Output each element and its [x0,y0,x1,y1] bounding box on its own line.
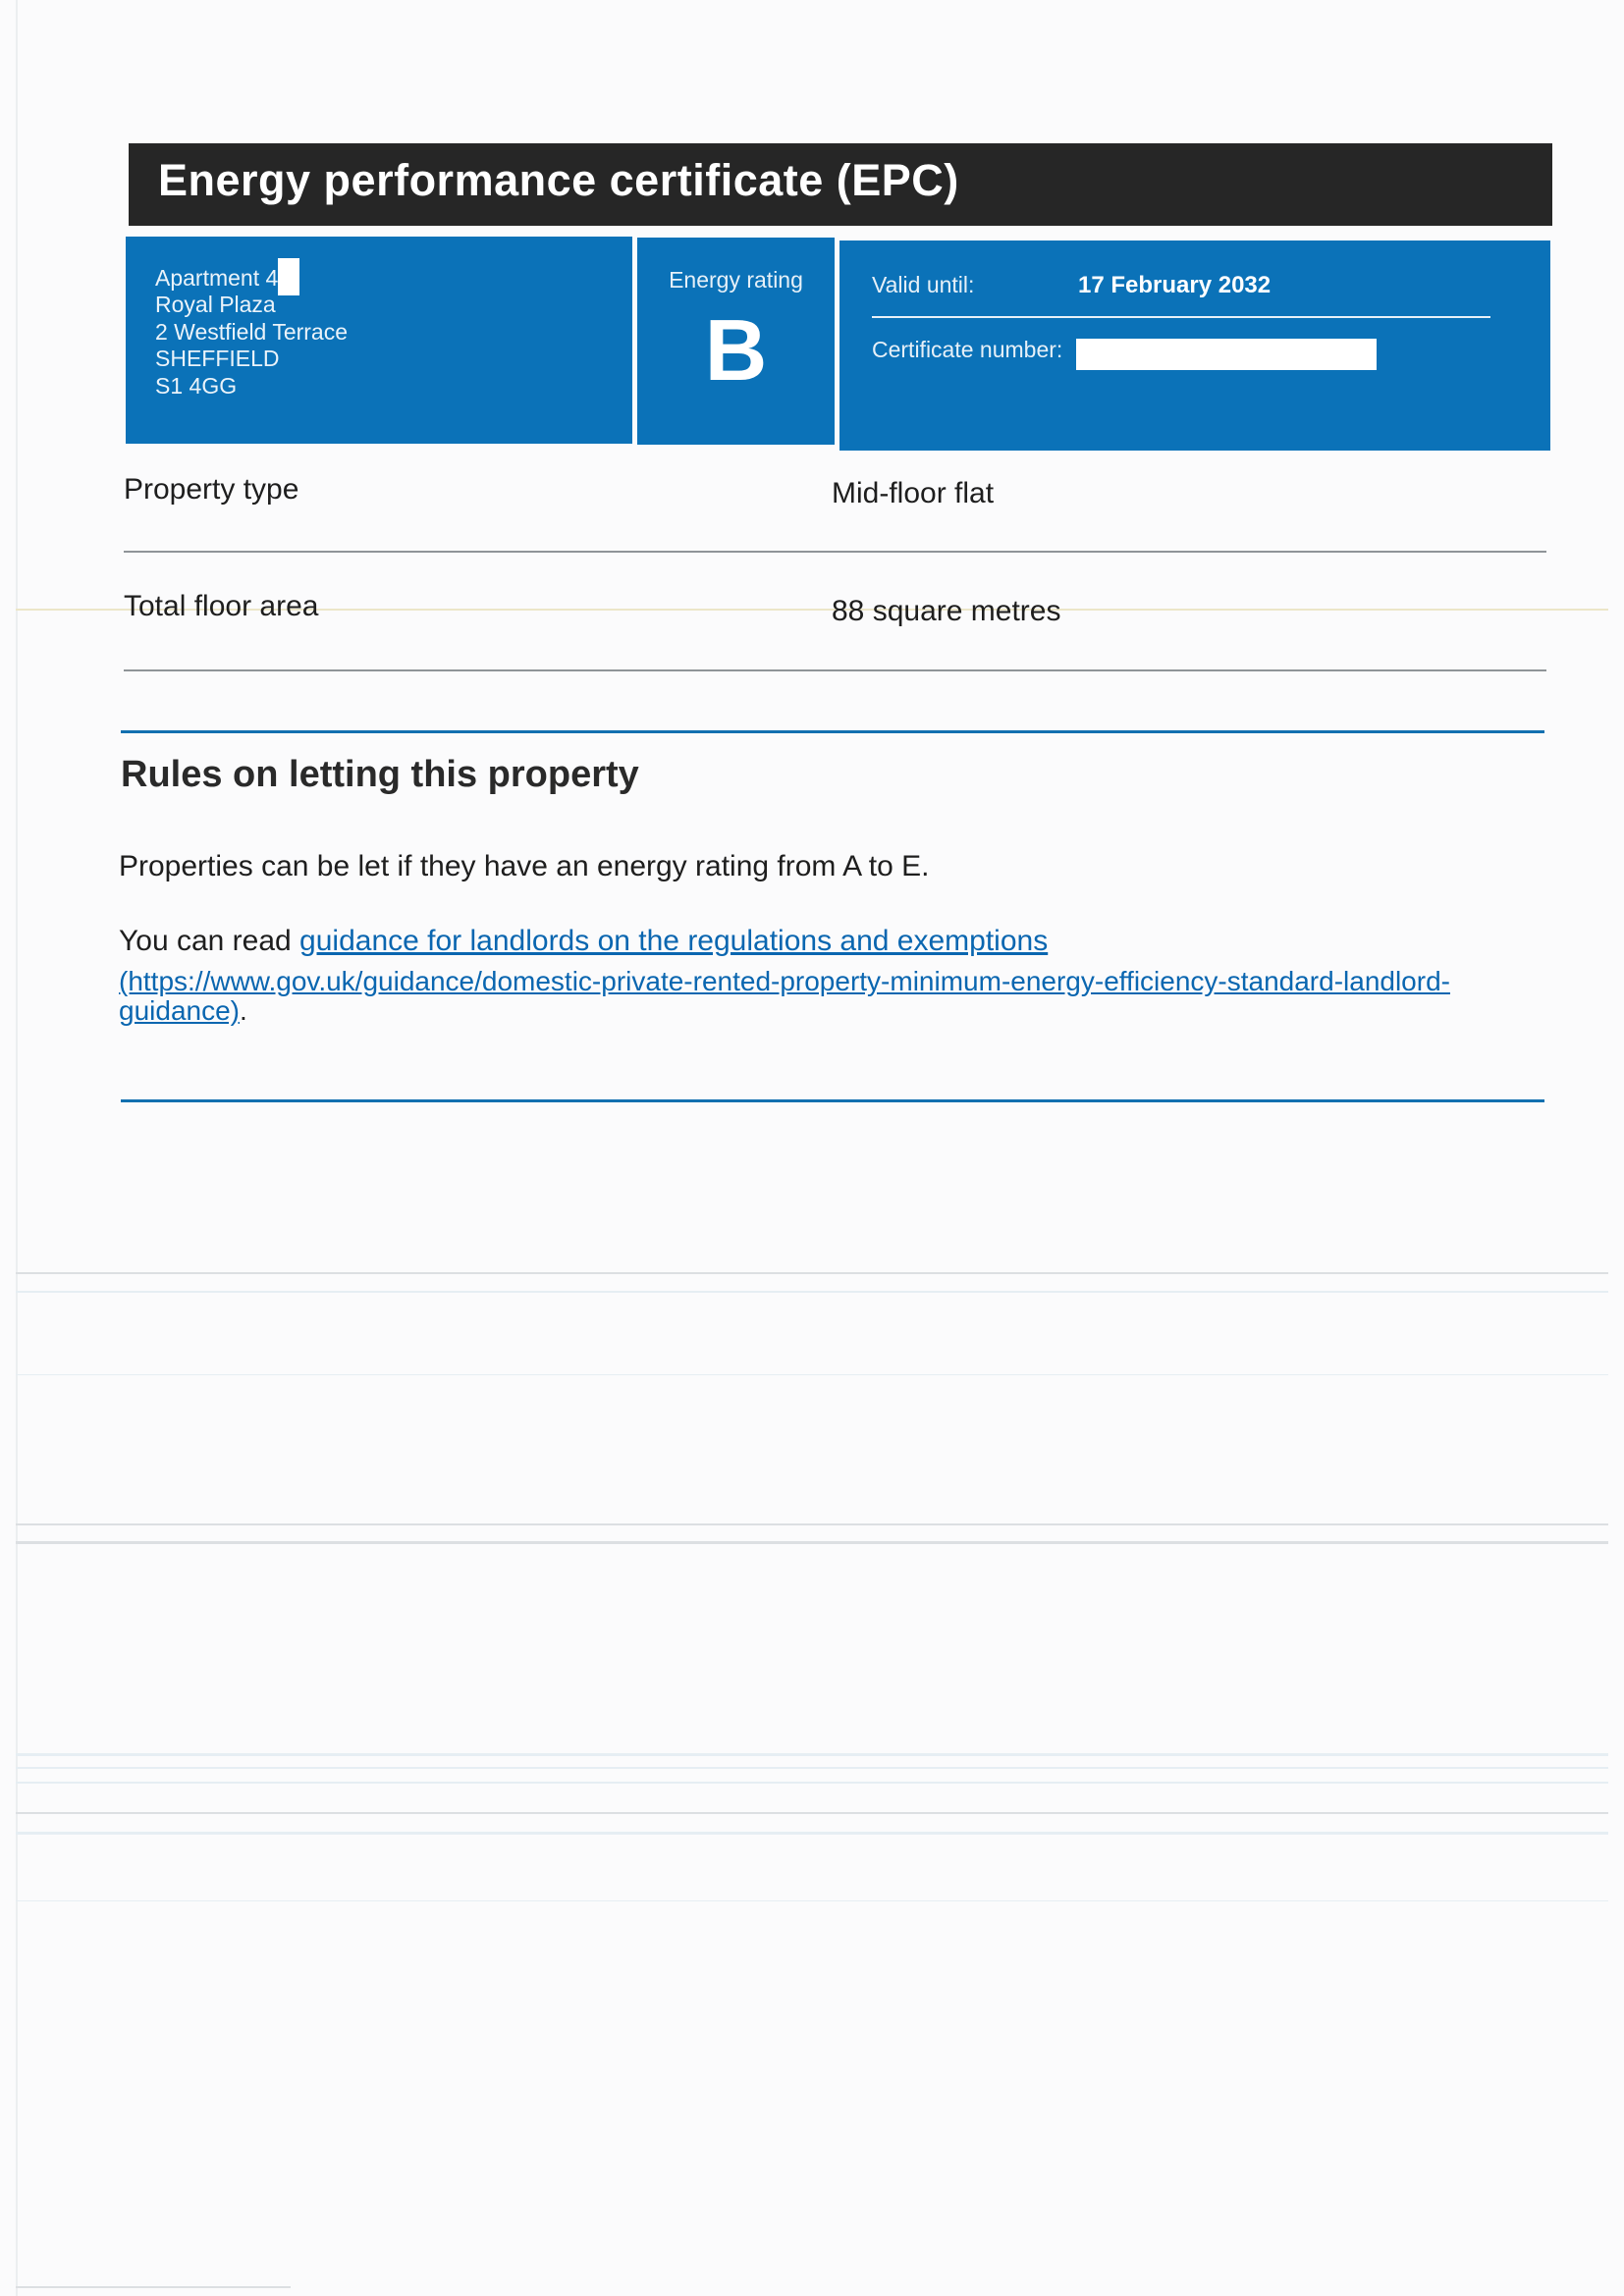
scan-artifact [16,1782,1608,1784]
property-type-label: Property type [124,473,299,506]
validity-panel [839,240,1550,451]
address-line-4: SHEFFIELD [155,346,280,371]
scan-artifact [16,1541,1608,1544]
valid-until-label: Valid until: [872,272,975,297]
floor-area-label: Total floor area [124,590,319,622]
energy-rating-value: B [704,301,768,399]
scan-artifact [16,1374,1608,1375]
certificate-number-redaction [1076,339,1377,370]
section-divider [121,1099,1544,1102]
energy-rating-label: Energy rating [669,267,803,293]
scan-artifact [16,2286,291,2288]
guidance-url-line-1[interactable]: (https://www.gov.uk/guidance/domestic-private-rented-property-minimum-energy-efficiency-standard-landlord- [119,966,1450,996]
scan-artifact [16,1523,1608,1525]
address-line-3: 2 Westfield Terrace [155,319,349,345]
section-divider [121,730,1544,733]
energy-rating-panel [637,238,835,445]
scan-artifact [16,1767,1608,1769]
page-edge [16,0,18,2296]
floor-area-value: 88 square metres [832,595,1061,627]
address-line-1: Apartment 4 [155,265,279,291]
scan-artifact [16,1812,1608,1814]
guidance-sentence [119,925,1048,958]
certificate-number-label: Certificate number: [872,337,1063,362]
scan-artifact [16,1900,1608,1901]
title-bar [129,143,1552,226]
guidance-url-suffix: . [239,995,247,1026]
guidance-prefix: You can read [119,925,300,957]
scan-artifact [16,1753,1608,1756]
divider [124,669,1546,671]
address-panel [126,237,632,444]
rules-paragraph: Properties can be let if they have an energy rating from A to E. [119,850,930,882]
guidance-url-end[interactable]: guidance) [119,995,240,1026]
property-type-value: Mid-floor flat [832,477,995,509]
divider [124,551,1546,553]
scan-artifact [16,1832,1608,1835]
redaction-mark [278,258,299,295]
guidance-url-line-2 [119,995,247,1027]
guidance-link[interactable]: guidance for landlords on the regulations and exemptions [299,925,1049,957]
scan-artifact [16,1291,1608,1293]
rules-heading: Rules on letting this property [121,754,639,795]
address-line-5: S1 4GG [155,373,238,399]
valid-until-date: 17 February 2032 [1078,272,1272,298]
scan-artifact [16,1272,1608,1274]
page-title: Energy performance certificate (EPC) [158,155,959,205]
validity-divider [872,316,1490,318]
address-line-2: Royal Plaza [155,292,276,317]
